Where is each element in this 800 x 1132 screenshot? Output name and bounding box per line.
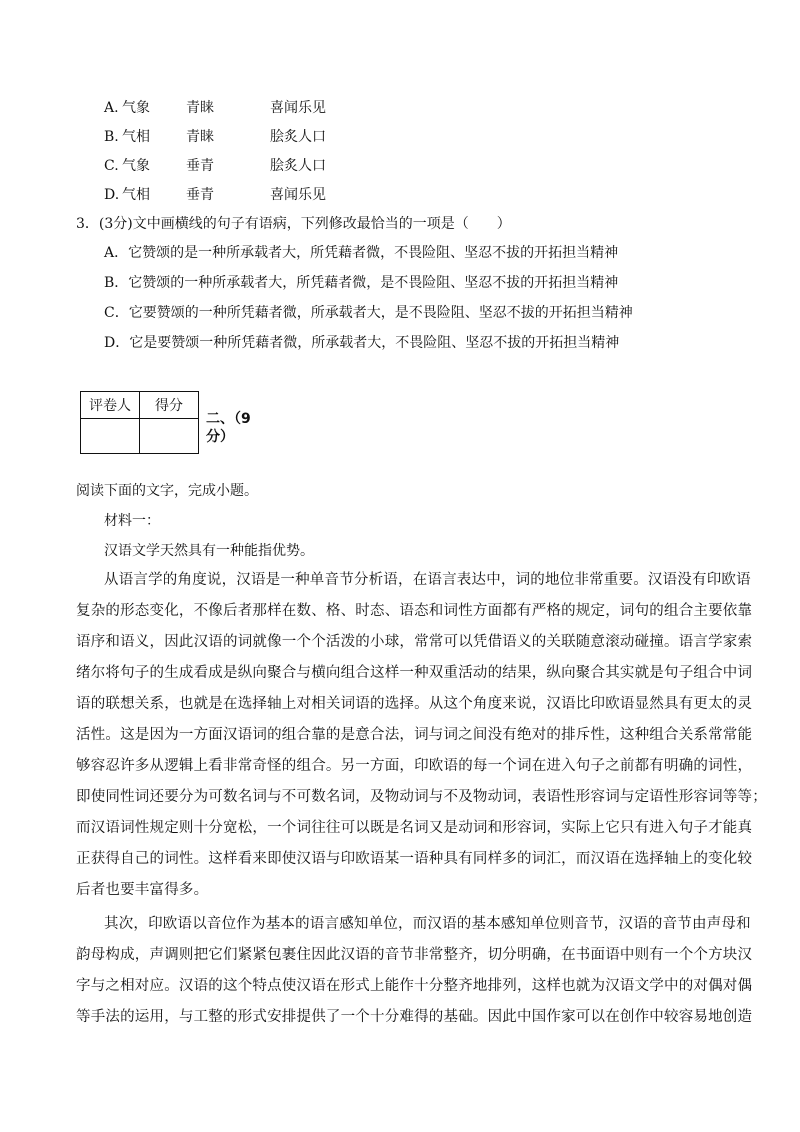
score-table-grader-cell[interactable] bbox=[81, 419, 140, 454]
q2-option-a bbox=[104, 98, 326, 118]
para2-line: 字与之相对应。汉语的这个特点使汉语在形式上能作十分整齐地排列，这样也就为汉语文学中的对偶对偶 bbox=[76, 978, 753, 994]
option-word-1: 气象 bbox=[122, 100, 150, 116]
para1-line: 正获得自己的词性。这样看来即使汉语与印欧语某一语种具有同样多的词汇，而汉语在选择轴上的变化较 bbox=[76, 851, 753, 867]
para1-line: 语序和语义，因此汉语的词就像一个个活泼的小球，常常可以凭借语义的关联随意滚动碰撞。语言学家索 bbox=[76, 634, 753, 650]
q3-stem: 3．(3分)文中画横线的句子有语病，下列修改最恰当的一项是（ ） bbox=[76, 216, 511, 232]
para1-line: 绪尔将句子的生成看成是纵向聚合与横向组合这样一种双重活动的结果，纵向聚合其实就是句子组合中词 bbox=[76, 665, 753, 681]
option-word-3: 喜闻乐见 bbox=[270, 100, 326, 116]
section-heading-line-2: 分） bbox=[206, 429, 234, 445]
score-table-score-cell[interactable] bbox=[140, 419, 199, 454]
para2-line: 其次，印欧语以音位作为基本的语言感知单位，而汉语的基本感知单位则音节，汉语的音节由声母和 bbox=[104, 916, 751, 932]
score-table bbox=[80, 391, 199, 454]
instruction: 阅读下面的文字，完成小题。 bbox=[76, 483, 258, 499]
option-letter: A. bbox=[104, 100, 119, 116]
para1-line: 语的联想关系，也就是在选择轴上对相关词语的选择。从这个角度来说，汉语比印欧语显然具有更太的灵 bbox=[76, 696, 753, 712]
option-word-2: 青睐 bbox=[186, 100, 214, 116]
q3-option-d: D．它是要赞颂一种所凭藉者微，所承载者大，不畏险阻、坚忍不拔的开拓担当精神 bbox=[104, 335, 620, 351]
score-table-grader-header: 评卷人 bbox=[81, 392, 140, 419]
material-label: 材料一： bbox=[104, 513, 160, 529]
option-letter: D. bbox=[104, 187, 120, 203]
q2-option-c bbox=[104, 156, 326, 176]
option-word-1: 气相 bbox=[122, 187, 150, 203]
q2-option-b bbox=[104, 127, 326, 147]
para1-line: 后者也要丰富得多。 bbox=[76, 882, 209, 898]
para1-line: 即使同性词还要分为可数名词与不可数名词，及物动词与不及物动词，表语性形容词与定语性形容词等等； bbox=[76, 789, 767, 805]
option-word-2: 青睐 bbox=[186, 129, 214, 145]
option-letter: B. bbox=[104, 129, 119, 145]
section-heading-line-1: 二、（9 bbox=[206, 411, 251, 427]
para1-line: 复杂的形态变化，不像后者那样在数、格、时态、语态和词性方面都有严格的规定，词句的组合主要依靠 bbox=[76, 603, 753, 619]
q3-option-c: C．它要赞颂的一种所凭藉者微，所承载者大，是不畏险阻、坚忍不拔的开拓担当精神 bbox=[104, 305, 633, 321]
para1-line: 而汉语词性规定则十分宽松，一个词往往可以既是名词又是动词和形容词，实际上它只有进入句子才能真 bbox=[76, 820, 753, 836]
q3-option-b: B．它赞颂的一种所承载者大，所凭藉者微，是不畏险阻、坚忍不拔的开拓担当精神 bbox=[104, 275, 619, 291]
option-letter: C. bbox=[104, 158, 119, 174]
q2-option-d bbox=[104, 185, 326, 205]
option-word-2: 垂青 bbox=[186, 187, 214, 203]
score-table-score-header: 得分 bbox=[140, 392, 199, 419]
para2-line: 韵母构成，声调则把它们紧紧包裹住因此汉语的音节非常整齐，切分明确，在书面语中则有一个个方块汉 bbox=[76, 947, 753, 963]
option-word-1: 气象 bbox=[122, 158, 150, 174]
option-word-2: 垂青 bbox=[186, 158, 214, 174]
option-word-3: 脍炙人口 bbox=[270, 158, 326, 174]
para2-line: 等手法的运用，与工整的形式安排提供了一个十分难得的基础。因此中国作家可以在创作中较容易地创造 bbox=[76, 1009, 753, 1025]
para1-line: 够容忍许多从逻辑上看非常奇怪的组合。另一方面，印欧语的每一个词在进入句子之前都有明确的词性， bbox=[76, 758, 753, 774]
option-word-1: 气相 bbox=[122, 129, 150, 145]
option-word-3: 脍炙人口 bbox=[270, 129, 326, 145]
option-word-3: 喜闻乐见 bbox=[270, 187, 326, 203]
para1-line: 从语言学的角度说，汉语是一种单音节分析语，在语言表达中，词的地位非常重要。汉语没有印欧语 bbox=[104, 572, 751, 588]
q3-option-a: A．它赞颂的是一种所承载者大，所凭藉者微，不畏险阻、坚忍不拔的开拓担当精神 bbox=[104, 245, 619, 261]
section-heading bbox=[206, 410, 266, 446]
para1-line: 活性。这是因为一方面汉语词的组合靠的是意合法，词与词之间没有绝对的排斥性，这种组合关系常常能 bbox=[76, 727, 753, 743]
material-title: 汉语文学天然具有一种能指优势。 bbox=[104, 543, 314, 559]
